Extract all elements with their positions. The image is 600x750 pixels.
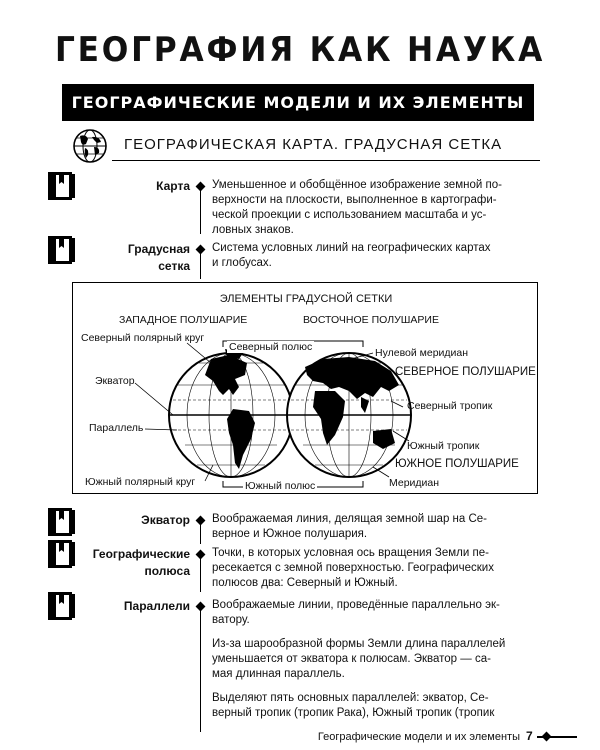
term-label-line: Параллели — [123, 599, 190, 613]
term-label-line: полюса — [144, 564, 190, 578]
prime-meridian-label: Нулевой меридиан — [375, 347, 469, 359]
term-definition — [212, 546, 540, 591]
book-icon — [46, 234, 76, 266]
term-definition — [212, 512, 540, 542]
term-label — [128, 241, 190, 275]
page-title: ГЕОГРАФИЯ КАК НАУКА — [54, 30, 546, 70]
term-definition — [212, 178, 540, 238]
definition-line: Воображаемая линия, делящая земной шар на Се- — [212, 513, 488, 525]
meridian-label: Меридиан — [389, 477, 440, 489]
book-icon — [46, 538, 76, 570]
west-hemisphere-label: ЗАПАДНОЕ ПОЛУШАРИЕ — [119, 314, 248, 326]
east-globe — [287, 353, 411, 477]
term-label — [124, 598, 190, 615]
term-definition — [212, 598, 540, 721]
definition-paragraph — [212, 512, 540, 542]
term-label-line: Экватор — [141, 513, 190, 527]
definition-line: ресекается с земной поверхностью. Географических — [212, 562, 494, 574]
antarctic-circle-label: Южный полярный круг — [85, 476, 196, 488]
north-pole-label: Северный полюс — [229, 341, 313, 353]
chapter-banner — [62, 84, 534, 121]
parallel-label: Параллель — [89, 422, 144, 434]
definition-line: Воображаемые линии, проведённые параллельно эк- — [212, 599, 500, 611]
definition-line: ловных знаков. — [212, 224, 294, 236]
footer-diamond — [542, 732, 552, 742]
northern-hemisphere-label: СЕВЕРНОЕ ПОЛУШАРИЕ — [395, 366, 536, 378]
definition-paragraph — [212, 178, 540, 238]
definition-paragraph — [212, 691, 540, 721]
term-label-line: сетка — [158, 259, 190, 273]
section-title: ГЕОГРАФИЧЕСКАЯ КАРТА. ГРАДУСНАЯ СЕТКА — [124, 136, 503, 153]
definition-line: Точки, в которых условная ось вращения Земли пе- — [212, 547, 489, 559]
definition-paragraph — [212, 637, 540, 682]
term-label-line: Географические — [92, 547, 190, 561]
term-connector — [200, 558, 201, 592]
definition-line: ческой проекции с использованием масштаба и ус- — [212, 209, 487, 221]
definition-line: уменьшается от экватора к полюсам. Экватор — са- — [212, 653, 491, 665]
definition-line: Выделяют пять основных параллелей: экватор, Се- — [212, 692, 489, 704]
footer-text: Географические модели и их элементы — [317, 731, 520, 743]
term-definition — [212, 241, 540, 271]
term-label-line: Карта — [156, 179, 190, 193]
term-label — [156, 178, 190, 195]
east-hemisphere-label: ВОСТОЧНОЕ ПОЛУШАРИЕ — [303, 314, 439, 326]
tropic-cancer-label: Северный тропик — [407, 400, 493, 412]
term-label — [141, 512, 190, 529]
definition-line: Из-за шарообразной формы Земли длина параллелей — [212, 638, 506, 650]
arctic-circle-label: Северный полярный круг — [81, 332, 205, 344]
definition-line: полюсов два: Северный и Южный. — [212, 577, 398, 589]
south-pole-label: Южный полюс — [245, 480, 316, 492]
definition-paragraph — [212, 241, 540, 271]
section-divider — [112, 160, 540, 161]
chapter-banner-text: ГЕОГРАФИЧЕСКИЕ МОДЕЛИ И ИХ ЭЛЕМЕНТЫ — [71, 93, 525, 112]
tropic-capricorn-label: Южный тропик — [407, 440, 480, 452]
book-icon — [46, 506, 76, 538]
term-connector — [200, 524, 201, 544]
equator-label: Экватор — [95, 375, 135, 387]
definition-line: ватору. — [212, 614, 250, 626]
book-icon — [46, 170, 76, 202]
definition-line: верный тропик (тропик Рака), Южный тропик (тропик — [212, 707, 495, 719]
page-number: 7 — [526, 729, 533, 743]
west-globe — [169, 349, 293, 477]
term-connector — [200, 253, 201, 279]
definition-line: Уменьшенное и обобщённое изображение земной по- — [212, 179, 502, 191]
globe-icon — [72, 128, 108, 164]
figure-title: ЭЛЕМЕНТЫ ГРАДУСНОЙ СЕТКИ — [219, 293, 393, 305]
term-connector — [200, 610, 201, 732]
term-label-line: Градусная — [127, 242, 190, 256]
definition-line: верхности на плоскости, выполненное в картографи- — [212, 194, 497, 206]
definition-paragraph — [212, 598, 540, 628]
graticule-figure — [72, 282, 538, 494]
book-icon — [46, 590, 76, 622]
term-label — [93, 546, 190, 580]
term-connector — [200, 190, 201, 234]
definition-line: мая длинная параллель. — [212, 668, 345, 680]
definition-line: и глобусах. — [212, 257, 272, 269]
southern-hemisphere-label: ЮЖНОЕ ПОЛУШАРИЕ — [395, 458, 519, 470]
definition-line: Система условных линий на географических картах — [212, 242, 491, 254]
definition-paragraph — [212, 546, 540, 591]
definition-line: верное и Южное полушария. — [212, 528, 368, 540]
